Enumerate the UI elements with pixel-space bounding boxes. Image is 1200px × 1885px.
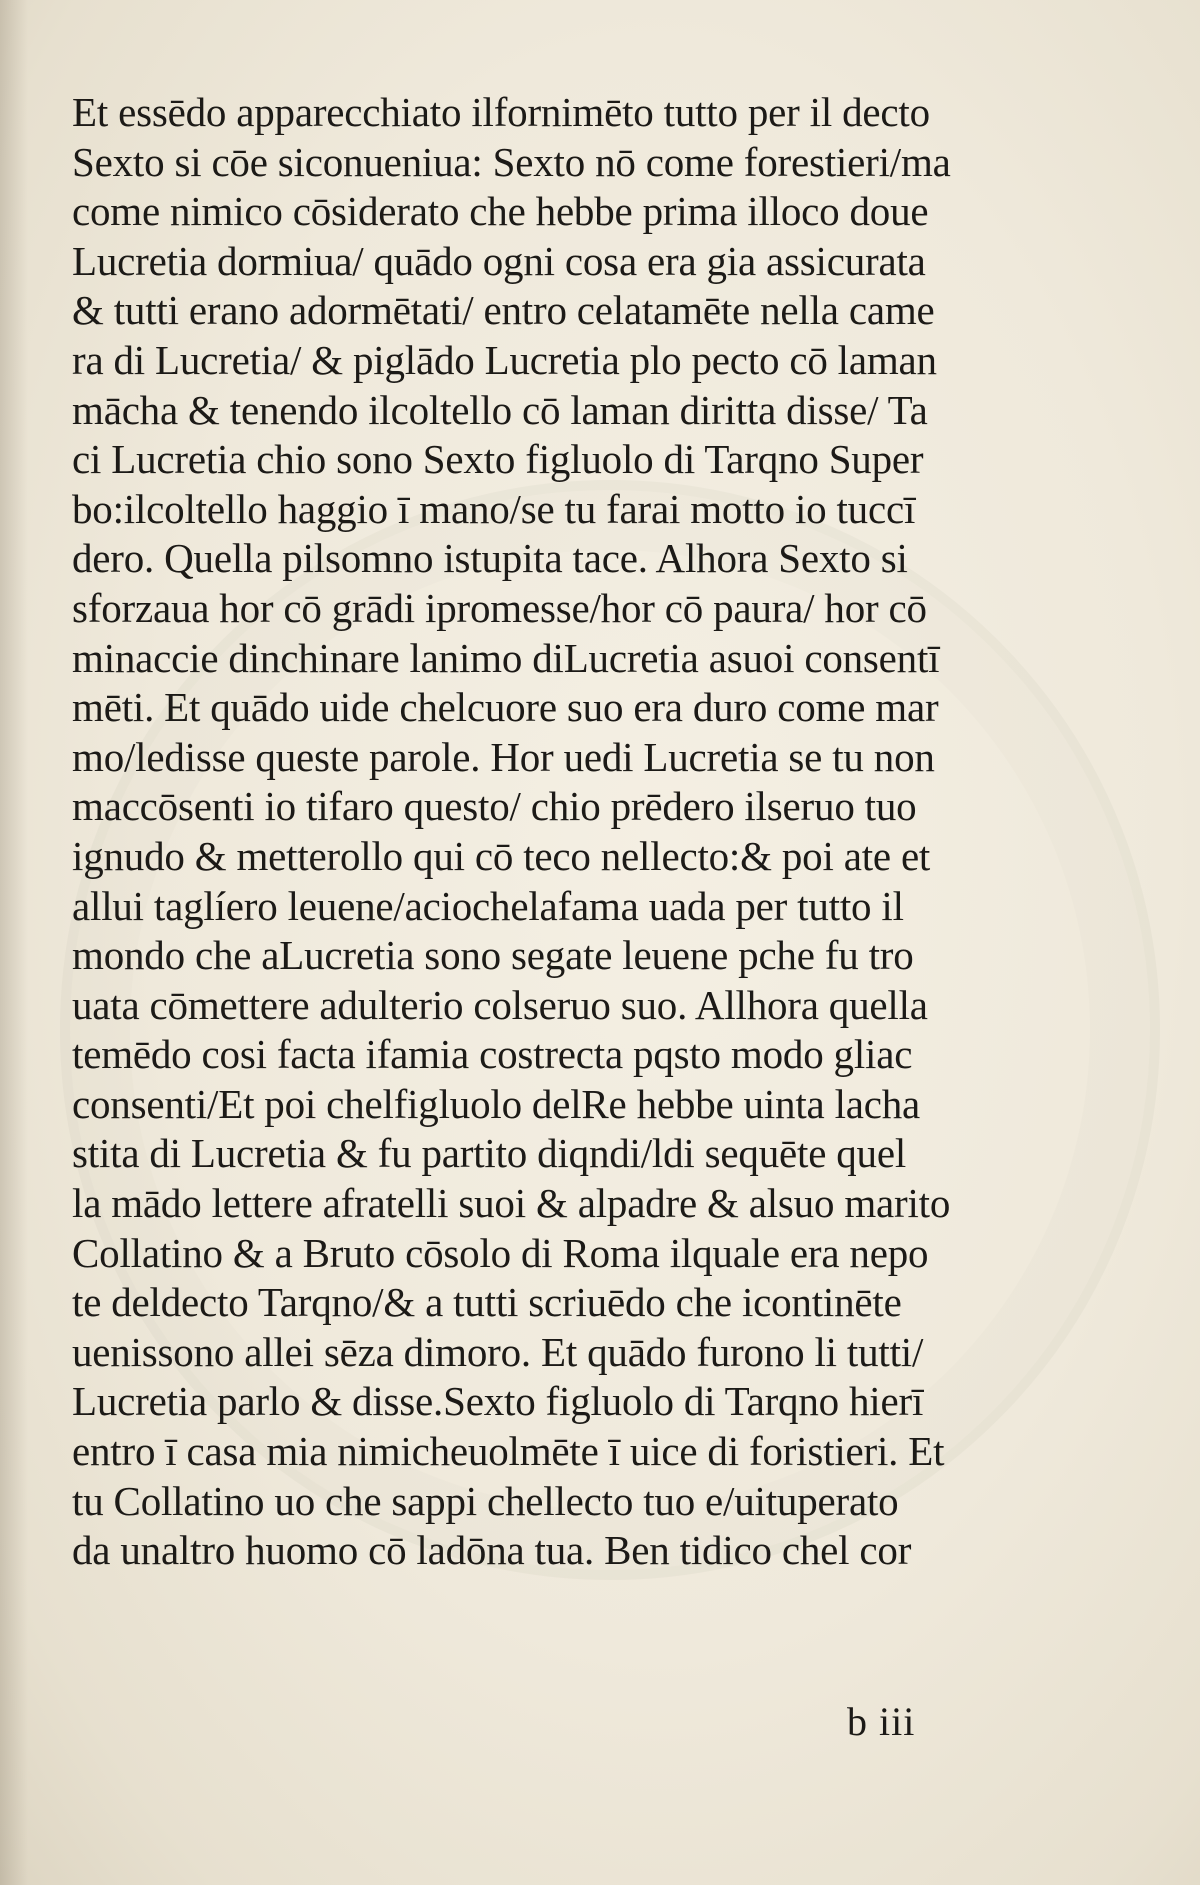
text-line: Lucretia dormiua/ quādo ogni cosa era gia assicurata — [72, 237, 926, 284]
text-line: maccōsenti io tifaro questo/ chio prēdero ilseruo tuo — [72, 783, 917, 830]
text-line: da unaltro huomo cō ladōna tua. Ben tidico chel cor — [72, 1527, 912, 1574]
text-line: uata cōmettere adulterio colseruo suo. Allhora quella — [72, 981, 928, 1028]
text-line: bo:ilcoltello haggio ī mano/se tu farai motto io tuccī — [72, 485, 916, 532]
text-line: Sexto si cōe siconueniua: Sexto nō come forestieri/ma — [72, 138, 951, 185]
text-line: tu Collatino uo che sappi chellecto tuo e/uituperato — [72, 1477, 899, 1524]
text-line: & tutti erano adormētati/ entro celatamēte nella came — [72, 287, 935, 334]
text-line: temēdo cosi facta ifamia costrecta pqsto modo gliac — [72, 1031, 913, 1078]
text-line: ra di Lucretia/ & piglādo Lucretia plo pecto cō laman — [72, 336, 937, 383]
text-line: stita di Lucretia & fu partito diqndi/ldi sequēte quel — [72, 1130, 907, 1177]
text-line: sforzaua hor cō grādi ipromesse/hor cō paura/ hor cō — [72, 584, 927, 631]
text-line: Et essēdo apparecchiato ilfornimēto tutto per il decto — [72, 89, 930, 135]
text-line: ci Lucretia chio sono Sexto figluolo di Tarqno Super — [72, 436, 924, 483]
page-text — [72, 88, 1042, 1576]
text-line: consenti/Et poi chelfigluolo delRe hebbe uinta lacha — [72, 1080, 921, 1127]
text-line: Collatino & a Bruto cōsolo di Roma ilquale era nepo — [72, 1229, 929, 1276]
text-line: come nimico cōsiderato che hebbe prima illoco doue — [72, 188, 929, 235]
text-line: uenissono allei sēza dimoro. Et quādo furono li tutti/ — [72, 1328, 924, 1375]
text-line: mēti. Et quādo uide chelcuore suo era duro come mar — [72, 684, 939, 731]
text-line: Lucretia parlo & disse.Sexto figluolo di Tarqno hierī — [72, 1378, 924, 1425]
signature-mark: b iii — [847, 1699, 916, 1744]
text-line: ignudo & metterollo qui cō teco nellecto:& poi ate et — [72, 832, 931, 879]
text-line: mondo che aLucretia sono segate leuene pche fu tro — [72, 932, 914, 979]
text-line: allui taglíero leuene/aciochelafama uada per tutto il — [72, 882, 904, 929]
text-line: la mādo lettere afratelli suoi & alpadre & alsuo marito — [72, 1180, 951, 1227]
text-line: dero. Quella pilsomno istupita tace. Alhora Sexto si — [72, 535, 908, 582]
text-line: mo/ledisse queste parole. Hor uedi Lucretia se tu non — [72, 733, 935, 780]
text-line: entro ī casa mia nimicheuolmēte ī uice di foristieri. Et — [72, 1428, 945, 1475]
text-line: te deldecto Tarqno/& a tutti scriuēdo che icontinēte — [72, 1279, 902, 1326]
text-line: mācha & tenendo ilcoltello cō laman diritta disse/ Ta — [72, 386, 928, 433]
text-line: minaccie dinchinare lanimo diLucretia asuoi consentī — [72, 634, 940, 681]
